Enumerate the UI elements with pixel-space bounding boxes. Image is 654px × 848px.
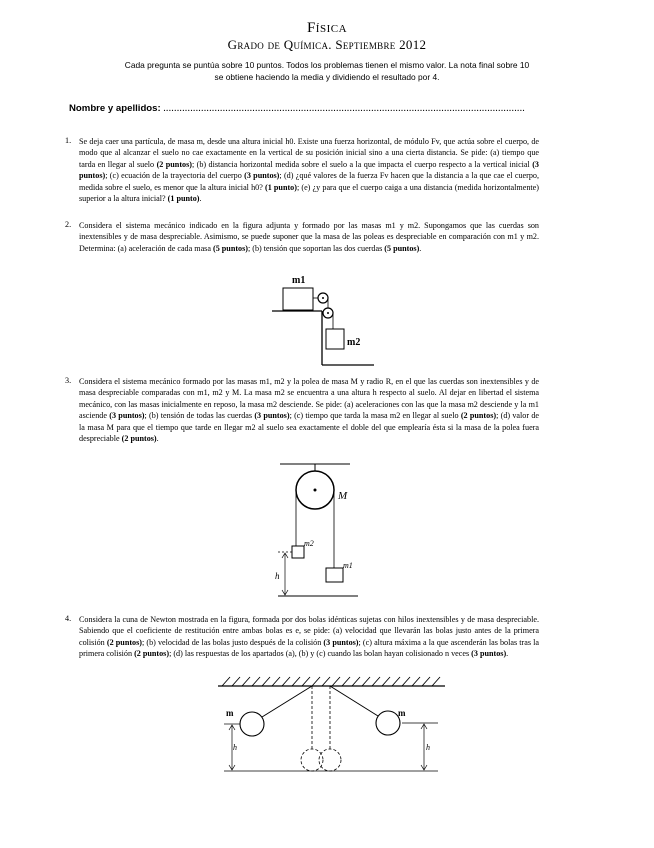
label-m-left: m — [226, 708, 234, 718]
question-2-number: 2. — [65, 220, 72, 229]
figure-newton-cradle — [210, 672, 450, 782]
label-m2: m2 — [347, 337, 361, 348]
ball-left — [240, 712, 264, 736]
question-4-text: Considera la cuna de Newton mostrada en la figura, formada por dos bolas idénticas sujetas con hilos inextensibles y de masa despreciable. Sabiendo que el coeficiente de restitución entre ambas bolas es e, se pide: (a) velocidad que llevarán las bolas justo antes de la primera colisión (2 puntos); (b) velocidad de las bolas justo después de la colisión (3 puntos); (c) altura máxima a la que ascenderán las bolas tras la primera colisión (2 puntos); (d) las respuestas de los apartados (a), (b) y (c) cuando las bolan hayan colisionado n veces (3 puntos). — [79, 615, 540, 659]
ball-rest-left — [301, 749, 323, 771]
question-4-number: 4. — [65, 614, 72, 623]
intro-line-2: se obtiene haciendo la media y dividiendo el resultado por 4. — [214, 71, 440, 82]
ball-rest-right — [319, 749, 341, 771]
page-subtitle: Grado de Química. Septiembre 2012 — [227, 37, 427, 52]
figure-pulley-table — [270, 270, 380, 370]
name-label: Nombre y apellidos: — [69, 103, 161, 114]
question-2-text: Considera el sistema mecánico indicado en la figura adjunta y formado por las masas m1 y m2. Supongamos que las cuerdas son inextensibles y de masa despreciable. Asimismo, se puede suponer que la masa de las poleas es despreciable en comparación con m1 y m2. Determina: (a) aceleración de cada masa (5 puntos); (b) tensión que soportan las dos cuerdas (5 puntos). — [79, 221, 539, 253]
mass-m2-block — [326, 329, 344, 349]
label-m1: m1 — [292, 275, 306, 286]
label-M: M — [338, 490, 348, 502]
intro-line-1: Cada pregunta se puntúa sobre 10 puntos. Todos los problemas tienen el mismo valor. La nota final sobre 10 — [124, 60, 530, 70]
ball-right — [376, 711, 400, 735]
question-3-number: 3. — [65, 376, 72, 385]
figure-massive-pulley — [270, 462, 380, 602]
mass-m2-block — [292, 546, 304, 558]
intro-text — [82, 60, 572, 83]
question-1-number: 1. — [65, 136, 72, 145]
label-m1: m1 — [343, 561, 353, 570]
mass-m1-block — [326, 568, 343, 582]
label-m-right: m — [398, 708, 406, 718]
page-title: Física — [306, 20, 348, 36]
question-3-text: Considera el sistema mecánico formado por las masas m1, m2 y la polea de masa M y radio R, en el que las cuerdas son inextensibles y de masa despreciable comparadas con m1, m2 y M. La masa m2 se encuentra a una altura h respecto al suelo. Al dejar en libertad el sistema mecánico, con las masas inicialmente en reposo, la masa m2 desciende. Se pide: (a) aceleraciones con las que la masa m2 desciende y la m1 asciende (3 puntos); (b) tensión de todas las cuerdas (3 puntos); (c) tiempo que tarda la masa m2 en llegar al suelo (2 puntos); (d) valor de la masa M para que el tiempo que tarde en llegar m2 al suelo sea exactamente el doble del que emplearía ésta si la masa de la polea fuera despreciable (2 puntos). — [79, 377, 540, 444]
question-1-text: Se deja caer una partícula, de masa m, desde una altura inicial h0. Existe una fuerza horizontal, de módulo Fv, que actúa sobre el cuerpo, de modo que al alcanzar el suelo no cae exactamente en la vertical de su posición inicial sino a una cierta distancia. Se pide: (a) tiempo que tarda en llegar al suelo (2 puntos); (b) distancia horizontal medida sobre el suelo a la que impacta el cuerpo respecto a la vertical inicial (3 puntos); (c) ecuación de la trayectoria del cuerpo (3 puntos); (d) ¿qué valores de la fuerza Fv hacen que la distancia a la que cae el cuerpo, medida sobre el suelo, es menor que la altura inicial h0? (1 punto); (e) ¿y para que el cuerpo caiga a una distancia (medida horizontalmente) superior a la altura inicial? (1 punto). — [79, 137, 539, 204]
label-h: h — [275, 571, 280, 581]
label-m2: m2 — [304, 539, 314, 548]
name-field[interactable] — [69, 103, 539, 114]
label-h-left: h — [233, 743, 237, 752]
name-dots: ...................................................................................................................................... — [163, 103, 526, 114]
mass-m1-block — [283, 288, 313, 310]
label-h-right: h — [426, 743, 430, 752]
